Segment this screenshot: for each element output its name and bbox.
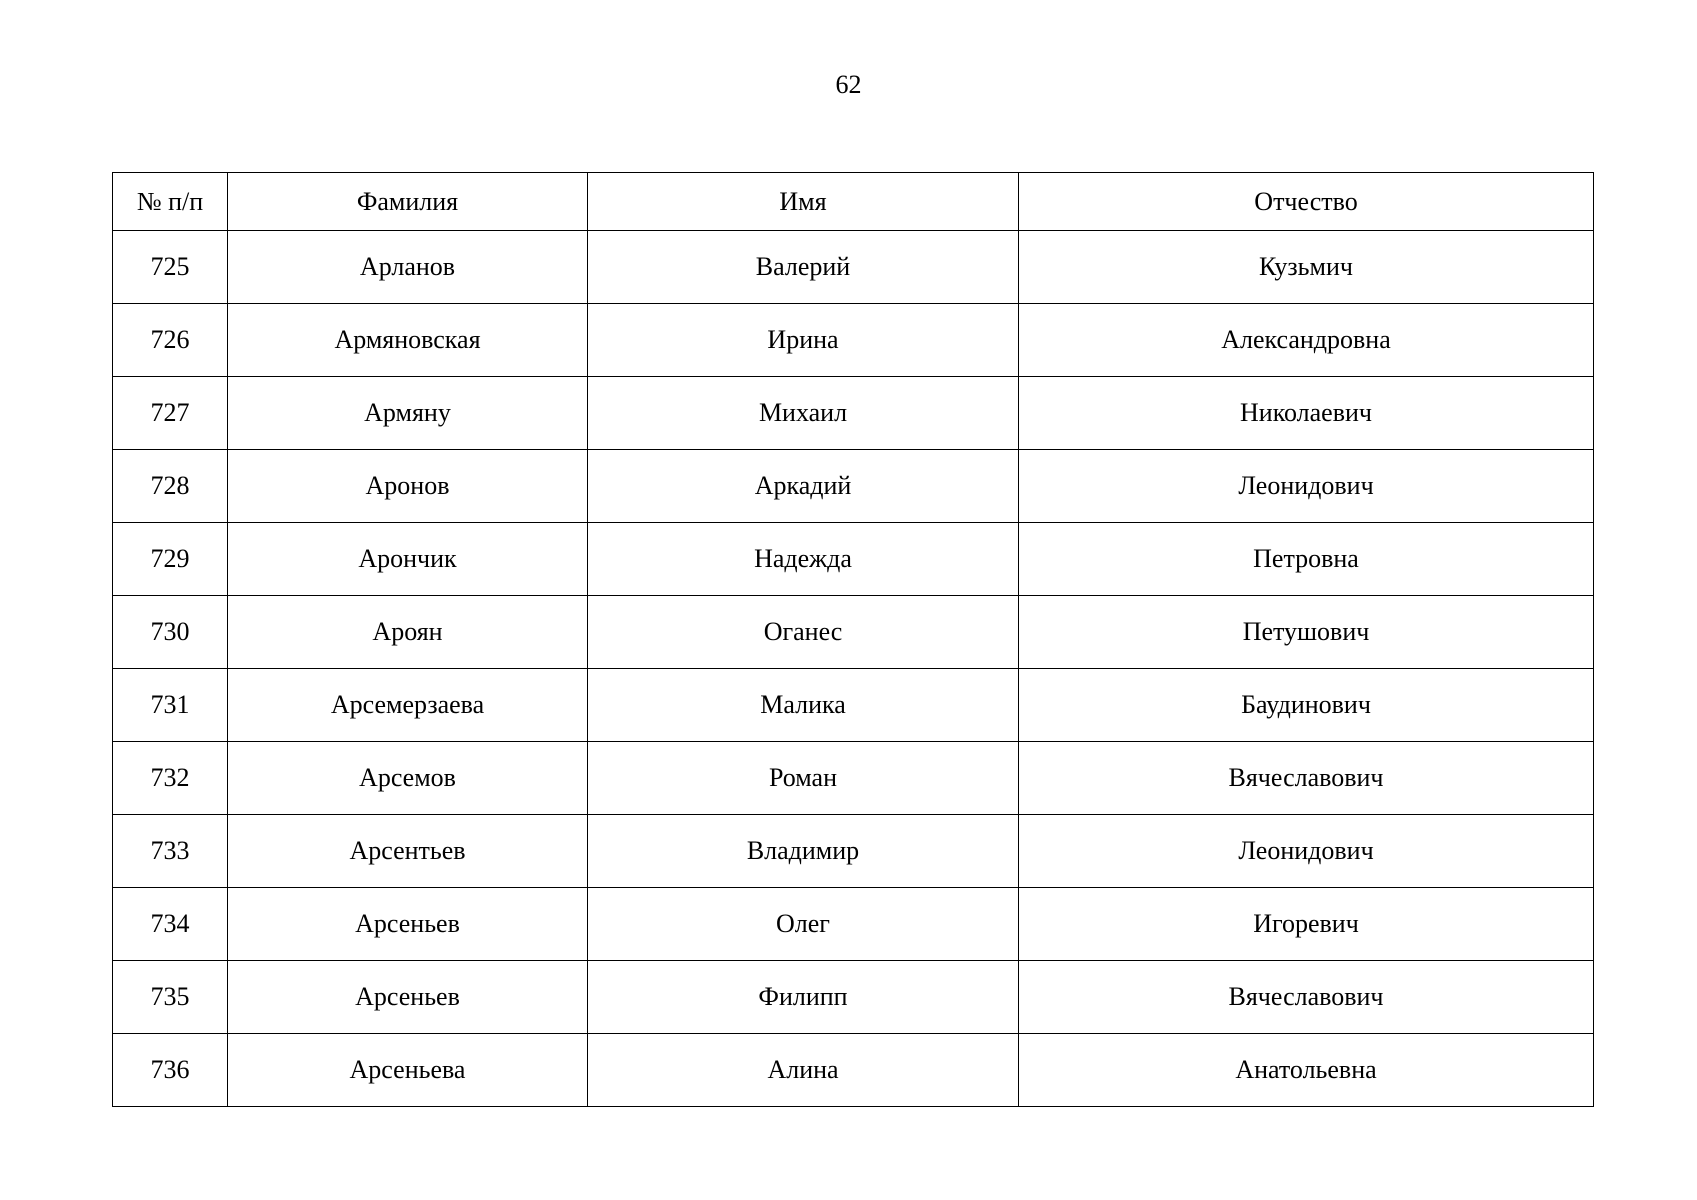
cell-number: 735 [113,961,228,1034]
table-row [113,523,1594,596]
cell-number: 728 [113,450,228,523]
cell-first-name: Владимир [588,815,1019,888]
cell-patronymic: Вячеславович [1019,742,1594,815]
cell-number: 727 [113,377,228,450]
cell-last-name: Арланов [228,231,588,304]
table-row [113,961,1594,1034]
cell-last-name: Армяновская [228,304,588,377]
cell-number: 725 [113,231,228,304]
cell-number: 732 [113,742,228,815]
cell-first-name: Филипп [588,961,1019,1034]
table-row [113,669,1594,742]
cell-first-name: Олег [588,888,1019,961]
cell-patronymic: Анатольевна [1019,1034,1594,1107]
cell-patronymic: Александровна [1019,304,1594,377]
table-row [113,231,1594,304]
cell-number: 736 [113,1034,228,1107]
cell-number: 730 [113,596,228,669]
cell-number: 734 [113,888,228,961]
table-row [113,1034,1594,1107]
cell-patronymic: Игоревич [1019,888,1594,961]
header-last-name: Фамилия [228,173,588,231]
cell-first-name: Аркадий [588,450,1019,523]
cell-patronymic: Кузьмич [1019,231,1594,304]
header-first-name: Имя [588,173,1019,231]
cell-first-name: Михаил [588,377,1019,450]
cell-patronymic: Петушович [1019,596,1594,669]
cell-patronymic: Баудинович [1019,669,1594,742]
cell-last-name: Арсентьев [228,815,588,888]
cell-first-name: Алина [588,1034,1019,1107]
cell-patronymic: Леонидович [1019,815,1594,888]
cell-first-name: Оганес [588,596,1019,669]
page-number: 62 [835,70,862,99]
cell-patronymic: Вячеславович [1019,961,1594,1034]
cell-last-name: Арсемерзаева [228,669,588,742]
cell-last-name: Арсемов [228,742,588,815]
cell-last-name: Аронов [228,450,588,523]
cell-number: 726 [113,304,228,377]
table-row [113,377,1594,450]
cell-number: 731 [113,669,228,742]
cell-last-name: Арсеньев [228,888,588,961]
table-row [113,304,1594,377]
table-row [113,888,1594,961]
cell-first-name: Малика [588,669,1019,742]
cell-last-name: Арончик [228,523,588,596]
cell-number: 729 [113,523,228,596]
cell-patronymic: Николаевич [1019,377,1594,450]
cell-last-name: Арсеньева [228,1034,588,1107]
cell-last-name: Армяну [228,377,588,450]
cell-first-name: Надежда [588,523,1019,596]
cell-patronymic: Леонидович [1019,450,1594,523]
table-row [113,450,1594,523]
table-row [113,815,1594,888]
header-number: № п/п [113,173,228,231]
table-row [113,596,1594,669]
cell-patronymic: Петровна [1019,523,1594,596]
cell-last-name: Ароян [228,596,588,669]
cell-first-name: Роман [588,742,1019,815]
roster-table [112,172,1594,1107]
cell-first-name: Ирина [588,304,1019,377]
table-row [113,742,1594,815]
header-patronymic: Отчество [1019,173,1594,231]
cell-last-name: Арсеньев [228,961,588,1034]
cell-first-name: Валерий [588,231,1019,304]
table-header-row [113,173,1594,231]
cell-number: 733 [113,815,228,888]
